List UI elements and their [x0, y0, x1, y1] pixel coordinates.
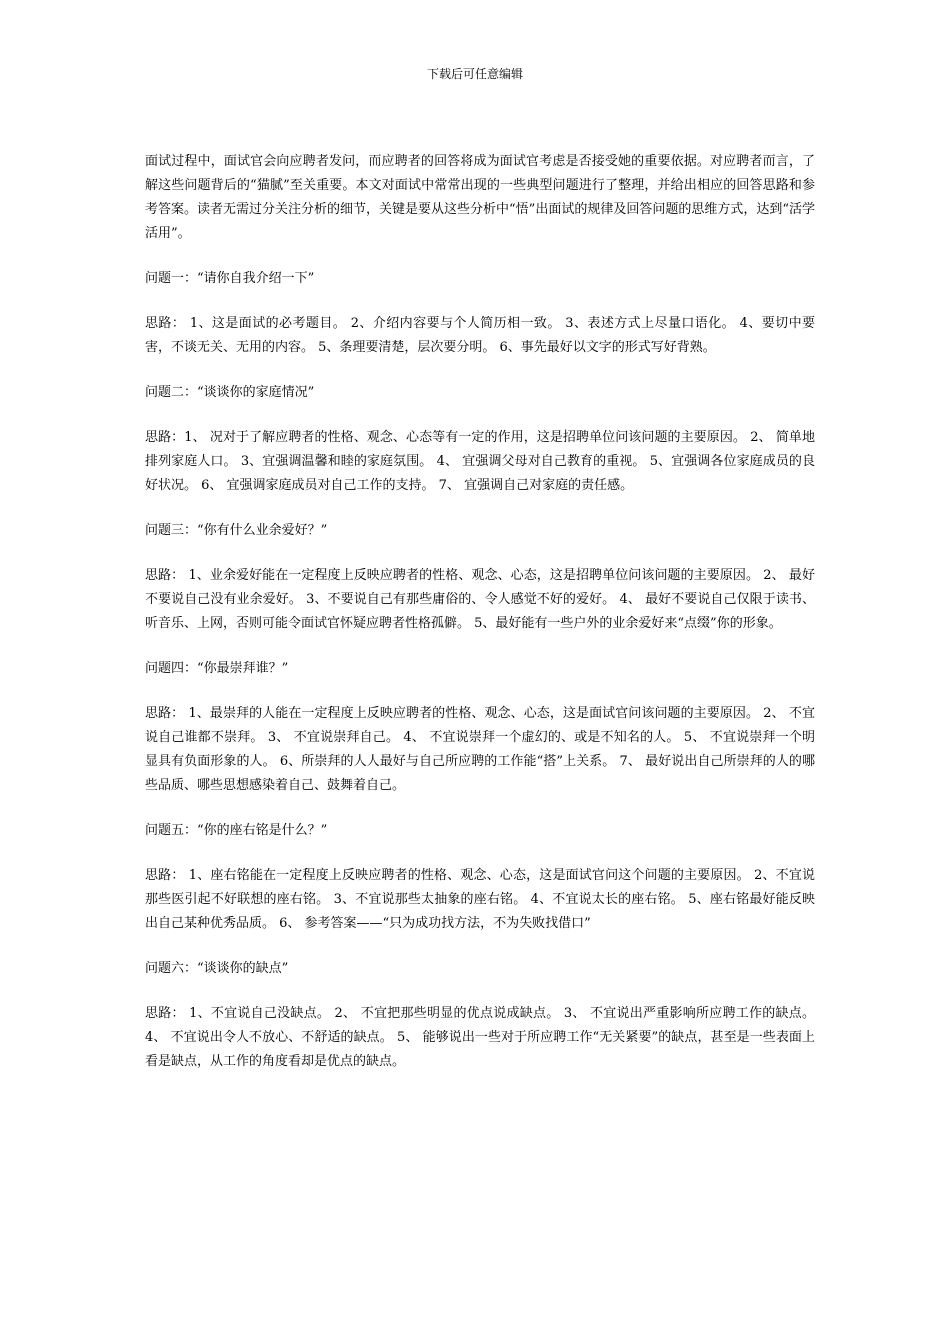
- spacer: [145, 360, 815, 381]
- question-3: 问题三：“你有什么业余爱好？”: [145, 523, 328, 538]
- spacer: [145, 405, 815, 426]
- question-5: 问题五：“你的座右铭是什么？”: [145, 823, 328, 838]
- answer-1: 思路： 1、这是面试的必考题目。 2、介绍内容要与个人简历相一致。 3、表述方式上尽量口语化。 4、要切中要害，不谈无关、无用的内容。 5、条理要清楚，层次要分明。 6、事先最好以文字的形式写好背熟。: [145, 316, 815, 355]
- spacer: [145, 681, 815, 702]
- spacer: [145, 498, 815, 519]
- answer-4: 思路： 1、最崇拜的人能在一定程度上反映应聘者的性格、观念、心态，这是面试官问该问题的主要原因。 2、 不宜说自己谁都不崇拜。 3、 不宜说崇拜自己。 4、 不宜说崇拜一个虚幻的、或是不知名的人。 5、 不宜说崇拜一个明显具有负面形象的人。 6、所崇拜的人人最好与自己所应聘的工作能“搭”上关系。 7、 最好说出自己所崇拜的人的哪些品质、哪些思想感染着自己、鼓舞着自己。: [145, 706, 815, 793]
- spacer: [145, 936, 815, 957]
- spacer: [145, 636, 815, 657]
- question-4: 问题四：“你最崇拜谁？”: [145, 661, 289, 676]
- spacer: [145, 843, 815, 864]
- answer-6: 思路： 1、不宜说自己没缺点。 2、 不宜把那些明显的优点说成缺点。 3、 不宜说出严重影响所应聘工作的缺点。 4、 不宜说出令人不放心、不舒适的缺点。 5、 能够说出一些对于所应聘工作“无关紧要”的缺点，甚至是一些表面上看是缺点，从工作的角度看却是优点的缺点。: [145, 1006, 815, 1069]
- answer-2: 思路：1、 况对于了解应聘者的性格、观念、心态等有一定的作用，这是招聘单位问该问题的主要原因。 2、 简单地排列家庭人口。 3、宜强调温馨和睦的家庭氛围。 4、 宜强调父母对自己教育的重视。 5、宜强调各位家庭成员的良好状况。 6、 宜强调家庭成员对自己工作的支持。 7、 宜强调自己对家庭的责任感。: [145, 430, 815, 493]
- intro-paragraph: 面试过程中，面试官会向应聘者发问，而应聘者的回答将成为面试官考虑是否接受她的重要依据。对应聘者而言，了解这些问题背后的“猫腻”至关重要。本文对面试中常常出现的一些典型问题进行了整理，并给出相应的回答思路和参考答案。读者无需过分关注分析的细节，关键是要从这些分析中“悟”出面试的规律及回答问题的思维方式，达到“活学活用”。: [145, 154, 815, 241]
- question-6: 问题六：“谈谈你的缺点”: [145, 961, 289, 976]
- question-2: 问题二：“谈谈你的家庭情况”: [145, 385, 315, 400]
- spacer: [145, 543, 815, 564]
- page-header: 下载后可任意编辑: [426, 67, 523, 81]
- spacer: [145, 291, 815, 312]
- answer-3: 思路： 1、业余爱好能在一定程度上反映应聘者的性格、观念、心态，这是招聘单位问该问题的主要原因。 2、 最好不要说自己没有业余爱好。 3、不要说自己有那些庸俗的、令人感觉不好的爱好。 4、 最好不要说自己仅限于读书、听音乐、上网，否则可能令面试官怀疑应聘者性格孤僻。 5、最好能有一些户外的业余爱好来“点缀”你的形象。: [145, 568, 815, 631]
- document-body: [145, 150, 815, 1074]
- answer-5: 思路： 1、座右铭能在一定程度上反映应聘者的性格、观念、心态，这是面试官问这个问题的主要原因。 2、不宜说那些医引起不好联想的座右铭。 3、不宜说那些太抽象的座右铭。 4、不宜说太长的座右铭。 5、座右铭最好能反映出自己某种优秀品质。 6、 参考答案——“只为成功找方法，不为失败找借口”: [145, 868, 815, 931]
- spacer: [145, 798, 815, 819]
- spacer: [145, 981, 815, 1002]
- question-1: 问题一：“请你自我介绍一下”: [145, 271, 315, 286]
- spacer: [145, 246, 815, 267]
